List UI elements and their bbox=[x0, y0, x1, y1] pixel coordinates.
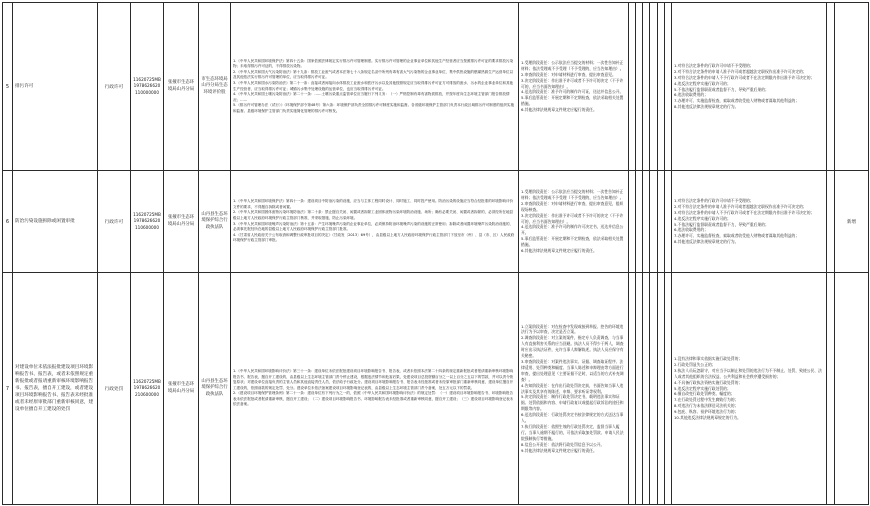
empty-cell bbox=[650, 3, 658, 171]
empty-cell bbox=[643, 273, 650, 505]
responsibility-paragraph: 3.决定阶段责任：作出准予许可或者不予许可的决定（不予许可的，应当书面告知理由）。 bbox=[521, 77, 624, 89]
item-code: 11620725MB1978626620110000000 bbox=[131, 3, 164, 171]
responsibility-paragraph: 5.决定阶段责任：制作行政处罚决定书，载明违法事实和证据、处罚依据和内容、申请行政复议或提起行政诉讼的途径和期限等内容。 bbox=[521, 394, 624, 412]
legal-basis-paragraph: 4.《甘肃省人民政府关于公布取消和调整行政审批项目的决定》（甘政发〔2013〕69号），由县级以上地方人民政府环境保护行政主管部门下放至市（州）、县（市、区）人民政府环境保护行政主管部门审批。 bbox=[233, 232, 515, 243]
accountability-paragraph: 8.其他违反法律法规规章规定的行为。 bbox=[674, 239, 739, 245]
table-row bbox=[3, 3, 869, 171]
responsibility-paragraph: 5.事后监管责任：开展定期和不定期检查，依法采取相关处置措施。 bbox=[521, 95, 624, 107]
empty-cell bbox=[643, 3, 650, 171]
legal-basis-paragraph: 1.《中华人民共和国环境影响评价法》第三十一条：建设单位未依法报批建设项目环境影响报告书、报告表，或者未依照本法第二十四条的规定重新报批或者报请重新审核环境影响报告书、报告表，擅自开工建设的，由县级以上生态环境主管部门责令停止建设，根据违法情节和危害后果，处建设项目总投资额百分之一以上百分之五以下的罚款，并可以责令恢复原状；对建设单位直接负责的主管人员和其他直接责任人员，依法给予行政处分。建设项目环境影响报告书、报告表未经批准或者未经原审批部门重新审核同意，建设单位擅自开工建设的，依照前款的规定处罚、处分。建设单位未依法备案建设项目环境影响登记表的，由县级以上生态环境主管部门责令备案，处五万元以下的罚款。 bbox=[233, 369, 514, 390]
responsibility-paragraph: 3.审查阶段责任：对案件违法事实、证据、调查取证程序、法律适用、处罚种类和幅度、当事人陈述和申辩理由等方面进行审查，提出处理意见（主要证据不足时，以适当的方式补充调查）。 bbox=[521, 358, 624, 382]
empty-cell bbox=[658, 3, 665, 171]
responsibility-paragraph: 1.受理阶段责任：公示依法应当提交的材料；一次性告知补正材料；依法受理或不予受理（不予受理的，应当告知理由）。 bbox=[521, 189, 624, 200]
implementing-department: 张掖市生态环境局山丹分局 bbox=[164, 273, 199, 505]
accountability-paragraph: 2.行政处罚显失公正的； bbox=[674, 361, 716, 367]
legal-basis-paragraph: 3.《中华人民共和国环境噪声污染防治法》第十五条：产生环境噪声污染的企业事业单位，必须保持防治环境噪声污染的设施的正常使用；拆除或者闲置环境噪声污染防治设施的，必须事先报经所在地的县级以上地方人民政府环境保护行政主管部门批准。 bbox=[233, 221, 514, 232]
item-code: 11620725MB1978626620210600000 bbox=[131, 273, 164, 505]
legal-basis-paragraph: 2.《中华人民共和国大气污染防治法》第十九条：排放工业废气或者本法第七十八条规定名录中所列有毒有害大气污染物的企业事业单位、集中供热设施的燃煤热源生产运营单位以及其他依法实行排污许可管理的单位，应当取得排污许可证。 bbox=[233, 69, 514, 80]
responsibility-paragraph: 7.执行阶段责任：依照生效的行政处罚决定，监督当事人履行。当事人逾期不履行的，可依法采取加处罚款、申请人民法院强制执行等措施。 bbox=[521, 423, 624, 441]
table-body bbox=[3, 3, 869, 505]
legal-basis bbox=[231, 3, 519, 171]
empty-cell bbox=[658, 171, 665, 273]
accountability-items bbox=[672, 273, 827, 505]
item-code: 11620725MB1978626620110600000 bbox=[131, 171, 164, 273]
responsibility-items bbox=[519, 273, 629, 505]
implementing-department: 张掖市生态环境局山丹分局 bbox=[164, 3, 199, 171]
empty-cell bbox=[658, 273, 665, 505]
item-type: 行政处罚 bbox=[98, 273, 131, 505]
legal-basis-paragraph: 2.《中华人民共和国固体废物污染环境防治法》第二十条：禁止擅自关闭、闲置或者拆除工业固体废物污染环境防治设施、场所；确有必要关闭、闲置或者拆除的，必须经所在地县级以上地方人民政府环境保护行政主管部门核准，并采取措施，防止污染环境。 bbox=[233, 210, 514, 220]
row-number: 6 bbox=[3, 171, 13, 273]
responsibility-paragraph: 1.立案阶段责任：对在检查中发现或接到举报、控告的环境违法行为予以审查，决定是否立案。 bbox=[521, 323, 624, 335]
power-list-table bbox=[2, 2, 869, 505]
responsibility-paragraph: 4.送达阶段责任：准予许可的制作许可决定书，送达并信息公开。 bbox=[521, 224, 624, 236]
accountability-paragraph: 2.对不符合法定条件的申请人准予许可或者超越法定职权作出准予许可决定的； bbox=[674, 68, 807, 74]
accountability-paragraph: 9.包庇、纵容、袒护环境违法行为的； bbox=[674, 409, 739, 415]
item-type: 行政许可 bbox=[98, 3, 131, 171]
responsibility-paragraph: 2.审查阶段责任：对申请材料进行审查，提出审查意见。 bbox=[521, 71, 616, 77]
responsibility-paragraph: 6.其他法律法规规章文件规定应履行的责任。 bbox=[521, 248, 597, 254]
legal-basis-paragraph: 2.《建设项目环境保护管理条例》第二十一条：建设单位有下列行为之一的，依照《中华人民共和国环境影响评价法》的规定处罚：（一）建设项目环境影响报告书、环境影响报告表未依法报批或者报请重新审核，擅自开工建设；（二）建设项目环境影响报告书、环境影响报告表未经批准或者重新审核同意，擅自开工建设；（三）建设项目环境影响登记表未依法备案。 bbox=[233, 391, 514, 407]
responsibility-paragraph: 4.送达阶段责任：准予许可的制作许可证，送达并信息公开。 bbox=[521, 89, 624, 95]
row-number: 5 bbox=[3, 3, 13, 171]
responsibility-paragraph: 9.其他法律法规规章文件规定应履行的责任。 bbox=[521, 447, 597, 453]
empty-cell bbox=[827, 171, 835, 273]
accountability-paragraph: 3.对符合法定条件的申请人不予行政许可或者不在法定期限内作出准予许可决定的； bbox=[674, 74, 815, 80]
accountability-paragraph: 7.办理许可、实施监督检查，索取或者收受他人财物或者谋取其他利益的； bbox=[674, 98, 800, 104]
row-number: 7 bbox=[3, 273, 13, 505]
accountability-paragraph: 8.对违法行为未依法移送司法机关的； bbox=[674, 403, 739, 409]
table-row bbox=[3, 273, 869, 505]
responsibility-paragraph: 2.调查阶段责任：对立案的案件，指定专人负责调查，与当事人有直接利害关系的应当回避。执法人员不得少于两人，调查时应出示执法证件，允许当事人辩解陈述。执法人员应保守有关秘密。 bbox=[521, 335, 624, 359]
remark bbox=[835, 3, 869, 171]
accountability-paragraph: 1.对符合法定条件的行政许可申请不予受理的； bbox=[674, 62, 754, 68]
accountability-paragraph: 3.执法人员玩忽职守，对应当予以制止和处罚的违法行为不予制止、处罚，致使公民、法人或者其他组织的合法权益、公共利益和社会秩序遭受损害的； bbox=[674, 367, 822, 379]
accountability-paragraph: 5.违反法定程序实施行政处罚的； bbox=[674, 385, 731, 391]
responsibility-paragraph: 6.送达阶段责任：行政处罚决定书按法律规定的方式送达当事人。 bbox=[521, 412, 624, 424]
item-name: 排污许可 bbox=[13, 3, 98, 171]
empty-cell bbox=[636, 273, 643, 505]
legal-basis bbox=[231, 273, 519, 505]
responsibility-paragraph: 1.受理阶段责任：公示依法应当提交的材料；一次性告知补正材料；依法受理或不予受理（不予受理的，应当告知理由）。 bbox=[521, 59, 624, 71]
item-name: 防治污染设施拆除或闲置审批 bbox=[13, 171, 98, 273]
accountability-paragraph: 1.对符合法定条件的行政许可申请不予受理的； bbox=[674, 197, 754, 203]
item-type: 行政许可 bbox=[98, 171, 131, 273]
responsibility-paragraph: 5.事后监管责任：开展定期和不定期检查，依法采取相关处置措施。 bbox=[521, 236, 624, 248]
item-name: 对建设单位未依法报批建设项目环境影响报告书、报告表，或者未依照规定重新报批或者报请重新审核环境影响报告书、报告表，擅自开工建设，或者建设项目环境影响报告书、报告表未经批准或者未经原审批部门重新审核同意，建设单位擅自开工建设的处罚 bbox=[13, 273, 98, 505]
accountability-paragraph: 7.办理许可、实施监督检查，索取或者收受他人财物或者谋取其他利益的； bbox=[674, 233, 800, 239]
accountability-items bbox=[672, 3, 827, 171]
empty-cell bbox=[665, 3, 672, 171]
accountability-paragraph: 5.不依法履行监督职责或者监督不力，导致严重后果的； bbox=[674, 86, 769, 92]
legal-basis-paragraph: 1.《中华人民共和国环境保护法》第四十一条：建设项目中防治污染的设施，应当与主体工程同时设计、同时施工、同时投产使用。防治污染的设施应当符合经批准的环境影响评价文件的要求，不得擅自拆除或者闲置。 bbox=[233, 199, 514, 209]
legal-basis bbox=[231, 171, 519, 273]
empty-cell bbox=[827, 3, 835, 171]
accountability-paragraph: 4.不具备行政执法资格实施行政处罚的； bbox=[674, 379, 743, 385]
responsible-unit: 山丹县生态环境保护综合行政执法队 bbox=[199, 273, 231, 505]
accountability-paragraph: 6.擅自改变行政处罚种类、幅度的； bbox=[674, 391, 735, 397]
legal-basis-paragraph: 4.《中华人民共和国土壤污染防治法》第二十一条：……土壤污染重点监管单位应当履行下列义务：（一）严格控制有毒有害物质排放，并按年度向生态环境主管部门报告排放情况；…… bbox=[233, 92, 510, 102]
legal-basis-paragraph: 5.《排污许可管理办法（试行）》（环境保护部令第48号）第六条：环境保护部负责全国排污许可制度实施和监督。各省级环境保护主管部门负责本行政区域排污许可制度的组织实施和监督。县级环境保护主管部门负责实施简化管理的排污许可核发。 bbox=[233, 103, 515, 113]
empty-cell bbox=[629, 273, 636, 505]
remark bbox=[835, 273, 869, 505]
empty-cell bbox=[650, 171, 658, 273]
accountability-paragraph: 5.不依法履行监督职责或者监督不力，导致严重后果的； bbox=[674, 221, 769, 227]
accountability-paragraph: 6.违法收取费用的； bbox=[674, 227, 708, 233]
implementing-department: 张掖市生态环境局山丹分局 bbox=[164, 171, 199, 273]
empty-cell bbox=[650, 273, 658, 505]
empty-cell bbox=[636, 171, 643, 273]
empty-cell bbox=[629, 3, 636, 171]
accountability-paragraph: 4.违反法定程序实施行政许可的； bbox=[674, 215, 731, 221]
responsibility-items bbox=[519, 3, 629, 171]
empty-cell bbox=[643, 171, 650, 273]
accountability-paragraph: 4.违反法定程序实施行政许可的； bbox=[674, 80, 731, 86]
legal-basis-paragraph: 3.《中华人民共和国水污染防治法》第二十一条：直接或者间接向水体排放工业废水和医疗污水以及其他按照规定应当取得排污许可证方可排放的废水、污水的企业事业单位和其他生产经营者，应当取得排污许可证；城镇污水集中处理设施的运营单位，也应当取得排污许可证。 bbox=[233, 80, 514, 91]
responsibility-items bbox=[519, 171, 629, 273]
table-row bbox=[3, 171, 869, 273]
responsible-unit: 山丹县生态环境保护综合行政执法队 bbox=[199, 171, 231, 273]
accountability-items bbox=[672, 171, 827, 273]
responsibility-paragraph: 3.决定阶段责任：作出准予许可或者不予许可的决定（不予许可的，应当书面告知理由）。 bbox=[521, 212, 624, 224]
accountability-paragraph: 2.对不符合法定条件的申请人准予许可或者超越法定职权作出准予许可决定的； bbox=[674, 203, 807, 209]
accountability-paragraph: 8.其他违反法律法规规章规定的行为。 bbox=[674, 104, 739, 110]
responsibility-paragraph: 6.其他法律法规规章文件规定应履行的责任。 bbox=[521, 107, 597, 113]
empty-cell bbox=[827, 273, 835, 505]
empty-cell bbox=[665, 171, 672, 273]
empty-cell bbox=[636, 3, 643, 171]
responsibility-paragraph: 8.信息公开责任：依法将行政处罚信息予以公开。 bbox=[521, 441, 605, 447]
legal-basis-paragraph: 1.《中华人民共和国环境保护法》第四十五条：国家依照法律规定实行排污许可管理制度。实行排污许可管理的企业事业单位和其他生产经营者应当按照排污许可证的要求排放污染物；未取得排污许可证的，不得排放污染物。 bbox=[233, 58, 514, 69]
responsibility-paragraph: 2.审查阶段责任：对申请材料进行审查，提出审查意见，组织现场核查。 bbox=[521, 200, 624, 212]
accountability-paragraph: 3.对符合法定条件的申请人不予行政许可或者不在法定期限内作出准予许可决定的； bbox=[674, 209, 815, 215]
remark: 新增 bbox=[835, 171, 869, 273]
accountability-paragraph: 1.没有法律和事实依据实施行政处罚的； bbox=[674, 356, 743, 362]
empty-cell bbox=[665, 273, 672, 505]
responsible-unit: 市生态环境局山丹分局生态环境评价股 bbox=[199, 3, 231, 171]
accountability-paragraph: 7.在行政处罚过程中发生腐败行为的； bbox=[674, 397, 739, 403]
accountability-paragraph: 6.违法收取费用的； bbox=[674, 92, 708, 98]
responsibility-paragraph: 4.告知阶段责任：在作出行政处罚决定前，书面告知当事人违法事实及其享有的陈述、申辩、要求听证等权利。 bbox=[521, 382, 624, 394]
accountability-paragraph: 10.其他违反法律法规规章规定的行为。 bbox=[674, 415, 741, 421]
empty-cell bbox=[629, 171, 636, 273]
